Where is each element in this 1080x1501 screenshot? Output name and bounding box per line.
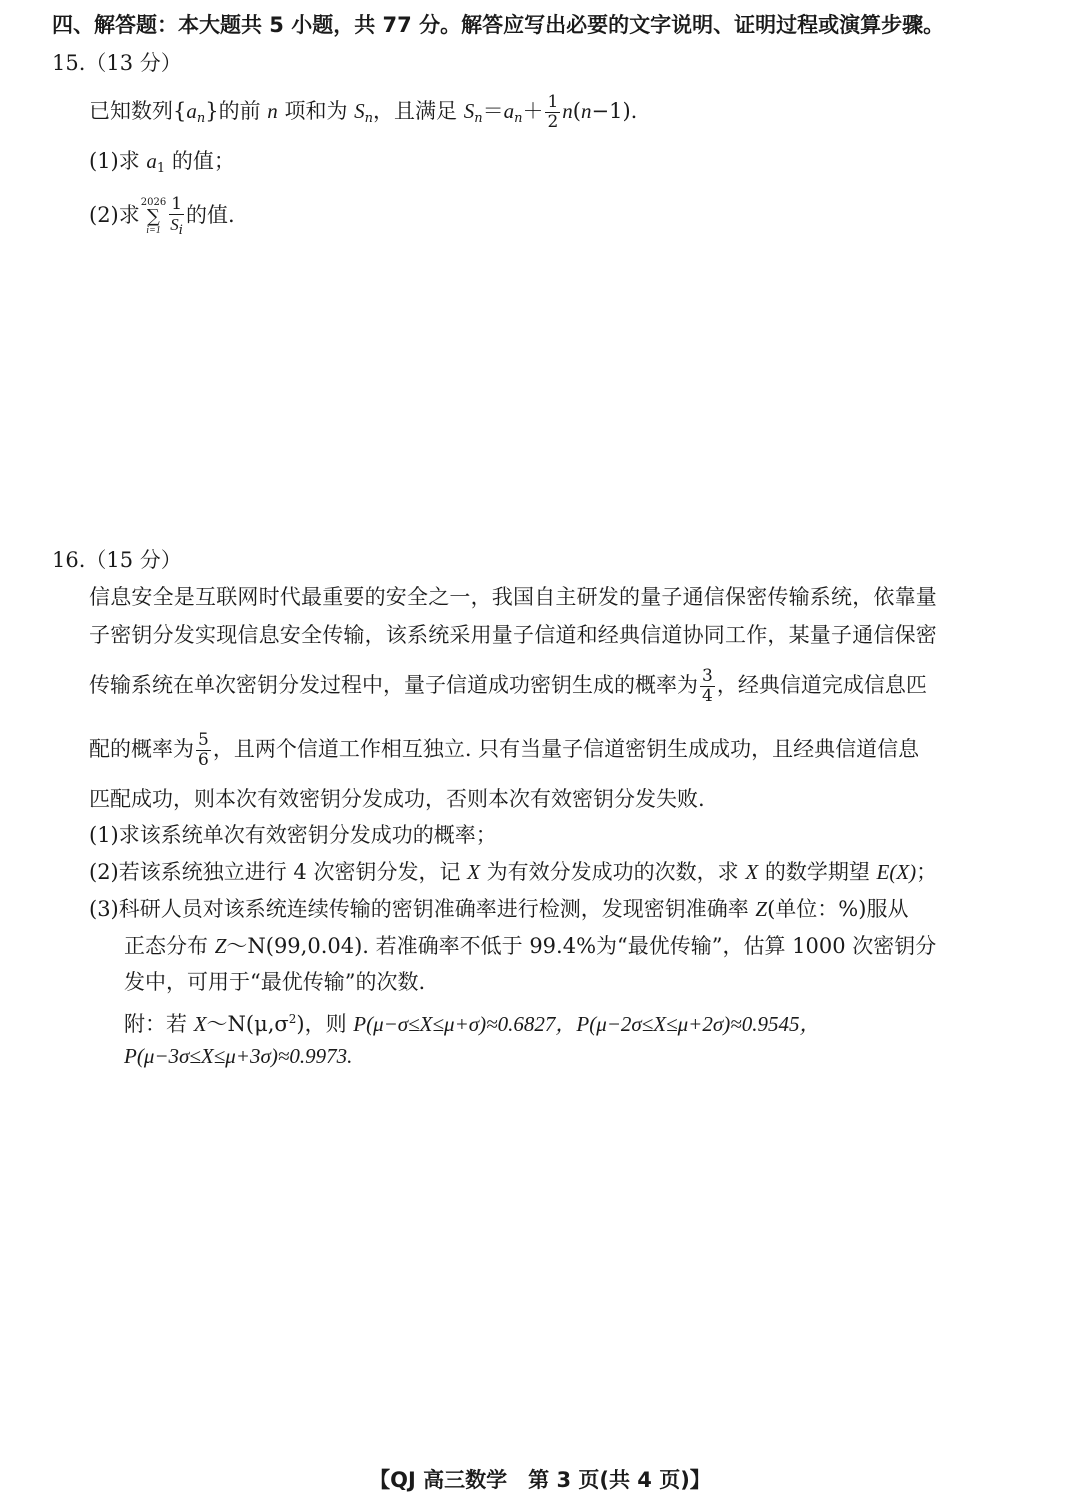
q16-line5: 匹配成功，则本次有效密钥分发成功，否则本次有效密钥分发失败.	[89, 787, 705, 811]
fraction-one-half: $\frac{1}{2}$	[547, 92, 559, 132]
summation: 2026 ∑ i=1	[140, 196, 167, 236]
q16-part1: (1)求该系统单次有效密钥分发成功的概率；	[89, 823, 497, 847]
section-header: 四、解答题：本大题共 5 小题，共 77 分。解答应写出必要的文字说明、证明过程或演算步骤。	[52, 13, 945, 37]
q16-part3-line2: 正态分布 Z～N(99,0.04). 若准确率不低于 99.4%为“最优传输”，估算 1000 次密钥分	[124, 934, 937, 958]
q15-part2: (2)求 2026 ∑ i=1 $\frac{1}{S_i}$ 的值.	[89, 194, 235, 238]
q15-part1: (1)求 a1 的值；	[89, 149, 235, 176]
q16-note-line2: P(μ−3σ≤X≤μ+3σ)≈0.9973.	[124, 1044, 353, 1068]
q15-number: 15.（13 分）	[52, 51, 182, 75]
page-footer: 【QJ 高三数学 第 3 页(共 4 页)】	[369, 1468, 711, 1492]
fraction-three-quarters: $\frac{3}{4}$	[702, 666, 713, 706]
q16-part3-line3: 发中，可用于“最优传输”的次数.	[124, 970, 426, 994]
fraction-one-over-Si: $\frac{1}{S_i}$	[170, 194, 183, 238]
q16-line4: 配的概率为 $\frac{5}{6}$ ，且两个信道工作相互独立. 只有当量子信道密钥生成成功，且经典信道信息	[89, 730, 920, 770]
q16-line3: 传输系统在单次密钥分发过程中，量子信道成功密钥生成的概率为 $\frac{3}{4}$ ，经典信道完成信息匹	[89, 666, 927, 706]
fraction-five-sixths: $\frac{5}{6}$	[198, 730, 209, 770]
q16-line1: 信息安全是互联网时代最重要的安全之一，我国自主研发的量子通信保密传输系统，依靠量	[89, 585, 937, 609]
q16-number: 16.（15 分）	[52, 548, 182, 572]
q16-part3-line1: (3)科研人员对该系统连续传输的密钥准确率进行检测，发现密钥准确率 Z(单位：%)服从	[89, 897, 909, 921]
q16-part2: (2)若该系统独立进行 4 次密钥分发，记 X 为有效分发成功的次数，求 X 的数学期望 E(X)；	[89, 860, 938, 884]
q16-line2: 子密钥分发实现信息安全传输，该系统采用量子信道和经典信道协同工作，某量子通信保密	[89, 623, 937, 647]
q15-stem: 已知数列$\{a_n\}$的前 n 项和为 $S_n$，且满足 $S_n=a_n+$ $\frac{1}{2}$ n(n−1).	[89, 92, 638, 132]
q16-note-line1: 附：若 $X\sim N(\mu,\sigma^2)$，则 P(μ−σ≤X≤μ+σ)≈0.6827，P(μ−2σ≤X≤μ+2σ)≈0.9545，	[124, 1012, 821, 1036]
